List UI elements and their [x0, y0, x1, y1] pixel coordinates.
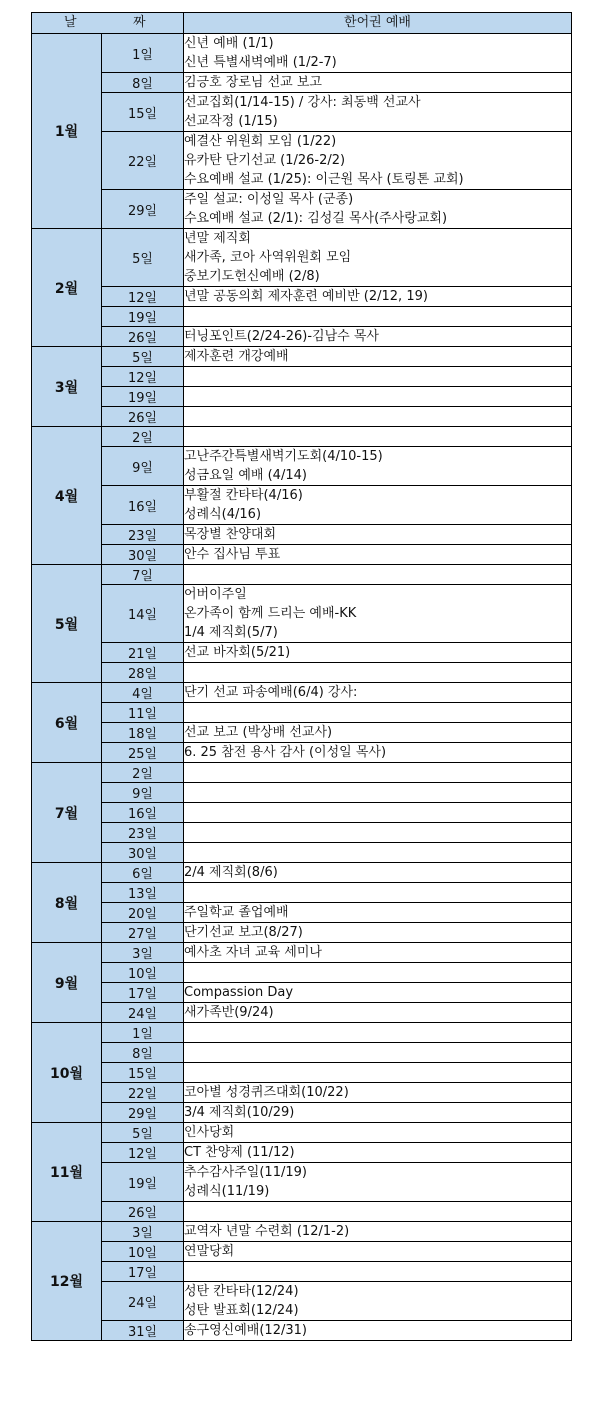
day-label: 1일: [102, 34, 184, 73]
event-text: 교역자 년말 수련회 (12/1-2): [184, 1224, 350, 1239]
table-row: [32, 1003, 572, 1023]
event-text: 단기선교 보고(8/27): [184, 925, 303, 940]
event-cell: [184, 1023, 572, 1043]
table-row: [32, 803, 572, 823]
table-row: [32, 1063, 572, 1083]
day-label: 3일: [102, 943, 184, 963]
event-cell: [184, 585, 572, 643]
event-cell: [184, 73, 572, 93]
day-label: 24일: [102, 1282, 184, 1321]
table-row: [32, 1123, 572, 1143]
event-cell: [184, 565, 572, 585]
table-row: [32, 545, 572, 565]
table-row: [32, 229, 572, 287]
event-cell: [184, 307, 572, 327]
day-label: 24일: [102, 1003, 184, 1023]
event-text: 성탄 칸타타(12/24): [184, 1284, 299, 1299]
event-text: 신년 특별새벽예배 (1/2-7): [184, 55, 337, 70]
event-text: 코아별 성경퀴즈대회(10/22): [184, 1085, 349, 1100]
event-cell: [184, 983, 572, 1003]
table-row: [32, 327, 572, 347]
table-row: [32, 585, 572, 643]
table-row: [32, 387, 572, 407]
event-text: 주일학교 졸업예배: [184, 905, 289, 920]
event-cell: [184, 1103, 572, 1123]
day-label: 9일: [102, 447, 184, 486]
event-cell: [184, 1143, 572, 1163]
month-label: 6월: [32, 683, 102, 763]
day-label: 10일: [102, 963, 184, 983]
table-row: [32, 93, 572, 132]
event-text: 어버이주일: [184, 587, 247, 602]
table-row: [32, 683, 572, 703]
month-label: 5월: [32, 565, 102, 683]
event-text: 선교 바자회(5/21): [184, 645, 291, 660]
event-text: 김긍호 장로님 선교 보고: [184, 75, 322, 90]
table-row: [32, 132, 572, 190]
event-cell: [184, 427, 572, 447]
event-text: 단기 선교 파송예배(6/4) 강사:: [184, 685, 358, 700]
day-label: 19일: [102, 1163, 184, 1202]
table-row: [32, 763, 572, 783]
day-label: 29일: [102, 1103, 184, 1123]
event-cell: [184, 1043, 572, 1063]
day-label: 8일: [102, 1043, 184, 1063]
event-text: 3/4 제직회(10/29): [184, 1105, 295, 1120]
day-label: 26일: [102, 327, 184, 347]
day-label: 9일: [102, 783, 184, 803]
day-label: 22일: [102, 132, 184, 190]
event-cell: [184, 1242, 572, 1262]
table-row: [32, 1242, 572, 1262]
event-cell: [184, 703, 572, 723]
event-text: 성탄 발표회(12/24): [184, 1303, 299, 1318]
day-label: 4일: [102, 683, 184, 703]
table-row: [32, 1321, 572, 1341]
day-label: 21일: [102, 643, 184, 663]
event-text: 새가족반(9/24): [184, 1005, 274, 1020]
day-label: 30일: [102, 545, 184, 565]
month-label: 10월: [32, 1023, 102, 1123]
schedule-body: [32, 34, 572, 1341]
event-text: 수요예배 설교 (1/25): 이근원 목사 (토링톤 교회): [184, 172, 464, 187]
event-text: 추수감사주일(11/19): [184, 1165, 307, 1180]
day-label: 25일: [102, 743, 184, 763]
event-cell: [184, 663, 572, 683]
day-label: 20일: [102, 903, 184, 923]
day-label: 16일: [102, 803, 184, 823]
event-text: 예사초 자녀 교육 세미나: [184, 945, 322, 960]
table-row: [32, 943, 572, 963]
table-row: [32, 565, 572, 585]
day-label: 29일: [102, 190, 184, 229]
day-label: 31일: [102, 1321, 184, 1341]
event-cell: [184, 327, 572, 347]
event-text: 2/4 제직회(8/6): [184, 865, 278, 880]
event-cell: [184, 407, 572, 427]
table-row: [32, 723, 572, 743]
table-row: [32, 1023, 572, 1043]
event-cell: [184, 683, 572, 703]
table-row: [32, 447, 572, 486]
event-cell: [184, 347, 572, 367]
event-cell: [184, 1262, 572, 1282]
event-text: 온가족이 함께 드리는 예배-KK: [184, 606, 357, 621]
event-text: 1/4 제직회(5/7): [184, 625, 278, 640]
table-row: [32, 743, 572, 763]
table-row: [32, 843, 572, 863]
event-text: 인사당회: [184, 1125, 235, 1140]
event-cell: [184, 823, 572, 843]
event-text: 부활절 칸타타(4/16): [184, 488, 303, 503]
event-cell: [184, 883, 572, 903]
event-text: 예결산 위원회 모임 (1/22): [184, 134, 337, 149]
table-row: [32, 663, 572, 683]
event-text: 목장별 찬양대회: [184, 527, 277, 542]
table-row: [32, 1083, 572, 1103]
day-label: 17일: [102, 1262, 184, 1282]
day-label: 14일: [102, 585, 184, 643]
event-text: 중보기도헌신예배 (2/8): [184, 269, 320, 284]
event-text: 새가족, 코아 사역위원회 모임: [184, 250, 352, 265]
day-label: 27일: [102, 923, 184, 943]
day-label: 15일: [102, 1063, 184, 1083]
table-row: [32, 1222, 572, 1242]
event-cell: [184, 803, 572, 823]
event-cell: [184, 1123, 572, 1143]
event-cell: [184, 287, 572, 307]
event-text: 터닝포인트(2/24-26)-김남수 목사: [184, 329, 379, 344]
event-text: 주일 설교: 이성일 목사 (군종): [184, 192, 354, 207]
event-cell: [184, 387, 572, 407]
month-label: 8월: [32, 863, 102, 943]
event-cell: [184, 190, 572, 229]
event-text: Compassion Day: [184, 985, 294, 1000]
day-label: 7일: [102, 565, 184, 585]
event-text: 제자훈련 개강예배: [184, 349, 289, 364]
table-row: [32, 486, 572, 525]
month-label: 4월: [32, 427, 102, 565]
month-label: 11월: [32, 1123, 102, 1222]
event-cell: [184, 1163, 572, 1202]
event-cell: [184, 1282, 572, 1321]
event-text: 선교작정 (1/15): [184, 114, 278, 129]
table-row: [32, 1103, 572, 1123]
day-label: 16일: [102, 486, 184, 525]
month-label: 1월: [32, 34, 102, 229]
day-label: 13일: [102, 883, 184, 903]
event-cell: [184, 1321, 572, 1341]
event-text: 유카탄 단기선교 (1/26-2/2): [184, 153, 346, 168]
day-label: 23일: [102, 525, 184, 545]
month-label: 2월: [32, 229, 102, 347]
event-cell: [184, 1083, 572, 1103]
table-row: [32, 427, 572, 447]
event-cell: [184, 743, 572, 763]
day-label: 26일: [102, 407, 184, 427]
event-text: 신년 예배 (1/1): [184, 36, 274, 51]
day-label: 5일: [102, 1123, 184, 1143]
table-row: [32, 407, 572, 427]
event-cell: [184, 525, 572, 545]
table-row: [32, 903, 572, 923]
day-label: 23일: [102, 823, 184, 843]
month-label: 7월: [32, 763, 102, 863]
table-row: [32, 643, 572, 663]
date-header-char-1: 날: [64, 15, 77, 30]
event-cell: [184, 1003, 572, 1023]
event-cell: [184, 763, 572, 783]
day-label: 15일: [102, 93, 184, 132]
event-text: 고난주간특별새벽기도회(4/10-15): [184, 449, 383, 464]
event-cell: [184, 943, 572, 963]
day-label: 19일: [102, 307, 184, 327]
table-row: [32, 983, 572, 1003]
event-cell: [184, 1222, 572, 1242]
event-cell: [184, 923, 572, 943]
table-row: [32, 1163, 572, 1202]
table-row: [32, 783, 572, 803]
day-label: 22일: [102, 1083, 184, 1103]
day-label: 30일: [102, 843, 184, 863]
date-header: [32, 13, 184, 34]
event-cell: [184, 1063, 572, 1083]
table-row: [32, 963, 572, 983]
day-label: 26일: [102, 1202, 184, 1222]
event-cell: [184, 132, 572, 190]
month-label: 9월: [32, 943, 102, 1023]
event-text: 성금요일 예배 (4/14): [184, 468, 307, 483]
day-label: 17일: [102, 983, 184, 1003]
event-cell: [184, 723, 572, 743]
day-label: 12일: [102, 287, 184, 307]
day-label: 28일: [102, 663, 184, 683]
event-text: CT 찬양제 (11/12): [184, 1145, 295, 1160]
event-cell: [184, 643, 572, 663]
table-row: [32, 1202, 572, 1222]
table-row: [32, 1262, 572, 1282]
day-label: 19일: [102, 387, 184, 407]
day-label: 2일: [102, 427, 184, 447]
service-header: 한어권 예배: [184, 13, 572, 34]
day-label: 12일: [102, 367, 184, 387]
table-row: [32, 1143, 572, 1163]
table-row: [32, 883, 572, 903]
event-cell: [184, 93, 572, 132]
event-text: 선교 보고 (박상배 선교사): [184, 725, 333, 740]
month-label: 12월: [32, 1222, 102, 1341]
event-cell: [184, 545, 572, 565]
event-text: 성례식(4/16): [184, 507, 262, 522]
table-row: [32, 347, 572, 367]
table-row: [32, 923, 572, 943]
day-label: 2일: [102, 763, 184, 783]
event-cell: [184, 486, 572, 525]
date-header-char-2: 짜: [133, 15, 146, 30]
event-text: 안수 집사님 투표: [184, 547, 281, 562]
day-label: 5일: [102, 229, 184, 287]
day-label: 3일: [102, 1222, 184, 1242]
event-text: 성례식(11/19): [184, 1184, 270, 1199]
event-cell: [184, 783, 572, 803]
day-label: 1일: [102, 1023, 184, 1043]
day-label: 12일: [102, 1143, 184, 1163]
day-label: 11일: [102, 703, 184, 723]
table-row: [32, 823, 572, 843]
table-row: [32, 190, 572, 229]
event-text: 선교집회(1/14-15) / 강사: 최동백 선교사: [184, 95, 421, 110]
table-row: [32, 287, 572, 307]
day-label: 18일: [102, 723, 184, 743]
event-cell: [184, 34, 572, 73]
table-row: [32, 1282, 572, 1321]
header-row: [32, 13, 572, 34]
event-cell: [184, 1202, 572, 1222]
table-row: [32, 367, 572, 387]
event-cell: [184, 963, 572, 983]
event-text: 수요예배 설교 (2/1): 김성길 목사(주사랑교회): [184, 211, 448, 226]
day-label: 10일: [102, 1242, 184, 1262]
event-cell: [184, 229, 572, 287]
table-row: [32, 703, 572, 723]
table-row: [32, 307, 572, 327]
event-cell: [184, 447, 572, 486]
event-text: 송구영신예배(12/31): [184, 1323, 307, 1338]
table-row: [32, 34, 572, 73]
event-text: 년말 제직회: [184, 231, 251, 246]
day-label: 6일: [102, 863, 184, 883]
table-row: [32, 863, 572, 883]
day-label: 8일: [102, 73, 184, 93]
day-label: 5일: [102, 347, 184, 367]
event-text: 6. 25 참전 용사 감사 (이성일 목사): [184, 745, 387, 760]
table-row: [32, 525, 572, 545]
schedule-table: [31, 12, 572, 1341]
event-cell: [184, 843, 572, 863]
table-row: [32, 1043, 572, 1063]
event-cell: [184, 367, 572, 387]
event-text: 년말 공동의회 제자훈련 예비반 (2/12, 19): [184, 289, 428, 304]
event-cell: [184, 903, 572, 923]
event-text: 연말당회: [184, 1244, 235, 1259]
month-label: 3월: [32, 347, 102, 427]
event-cell: [184, 863, 572, 883]
table-row: [32, 73, 572, 93]
